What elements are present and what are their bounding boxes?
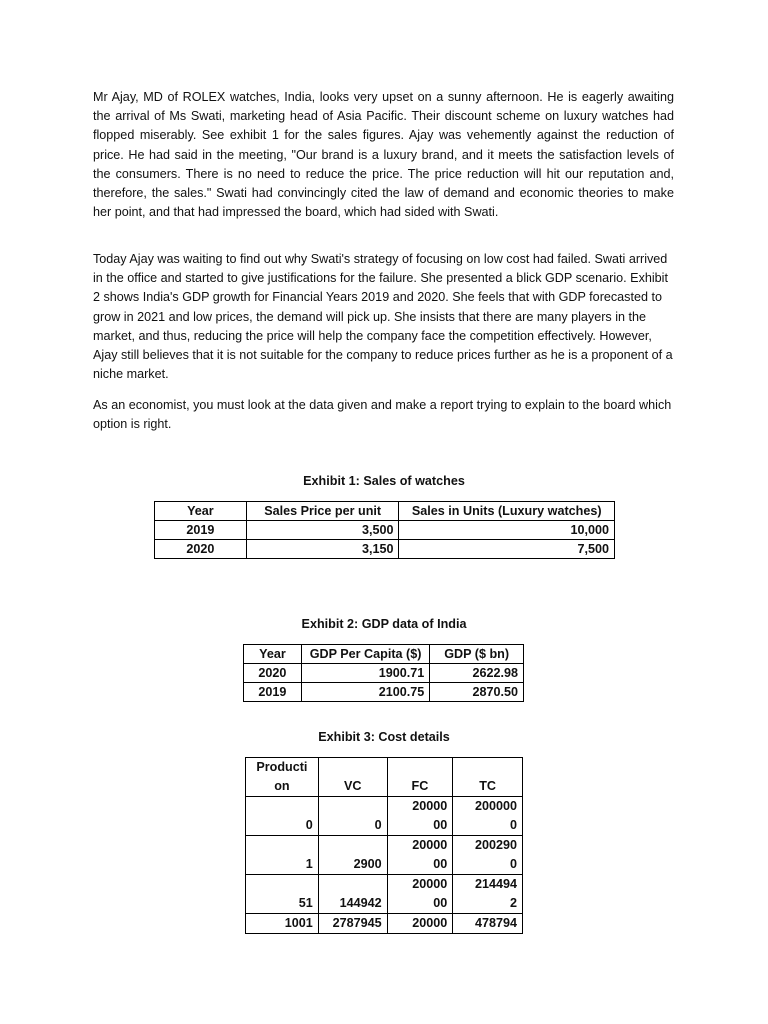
table-header-row	[244, 645, 524, 664]
table-cell: 3,150	[246, 540, 399, 559]
table-cell: 20000 00	[387, 836, 453, 875]
table-cell: 214494 2	[453, 875, 523, 914]
exhibit1-title: Exhibit 1: Sales of watches	[303, 474, 465, 488]
table-row	[246, 836, 523, 875]
table-row	[244, 683, 524, 702]
task-paragraph: As an economist, you must look at the data given and make a report trying to explain to the board which option is right.	[93, 398, 672, 432]
header-sales-price: Sales Price per unit	[246, 502, 399, 521]
gdp-table	[243, 644, 524, 702]
header-year: Year	[244, 645, 302, 664]
table-cell: 3,500	[246, 521, 399, 540]
table-cell: 1	[246, 836, 319, 875]
table-cell: 20000 00	[387, 875, 453, 914]
table-cell: 2622.98	[430, 664, 524, 683]
table-cell: 0	[318, 797, 387, 836]
table-cell: 2787945	[318, 914, 387, 934]
header-production: Producti on	[246, 758, 319, 797]
table-cell: 2900	[318, 836, 387, 875]
table-cell: 2019	[244, 683, 302, 702]
table-cell: 51	[246, 875, 319, 914]
exhibit2-title: Exhibit 2: GDP data of India	[301, 617, 467, 631]
table-cell: 200000 0	[453, 797, 523, 836]
table-header-row	[246, 758, 523, 797]
table-cell: 10,000	[399, 521, 615, 540]
exhibit3-title: Exhibit 3: Cost details	[318, 730, 450, 744]
table-cell: 20000	[387, 914, 453, 934]
table-cell: 2019	[155, 521, 247, 540]
table-header-row	[155, 502, 615, 521]
table-cell: 20000 00	[387, 797, 453, 836]
header-gdp-per-capita: GDP Per Capita ($)	[301, 645, 429, 664]
table-cell: 1900.71	[301, 664, 429, 683]
header-year: Year	[155, 502, 247, 521]
table-cell: 7,500	[399, 540, 615, 559]
header-sales-units: Sales in Units (Luxury watches)	[399, 502, 615, 521]
table-cell: 144942	[318, 875, 387, 914]
sales-table	[154, 501, 615, 559]
header-gdp: GDP ($ bn)	[430, 645, 524, 664]
table-cell: 200290 0	[453, 836, 523, 875]
intro-paragraph: Mr Ajay, MD of ROLEX watches, India, looks very upset on a sunny afternoon. He is eagerly awaiting the arrival of Ms Swati, marketing head of Asia Pacific. Their discount scheme on luxury watches had flopped miserably. See exhibit 1 for the sales figures. Ajay was vehemently against the reduction of price. He had said in the meeting, "Our brand is a luxury brand, and it meets the satisfaction levels of the consumers. There is no need to reduce the price. The price reduction will hit our reputation and, therefore, the sales." Swati had convincingly cited the law of demand and economic theories to make her point, and that had impressed the board, which had sided with Swati.	[93, 90, 674, 220]
table-cell: 1001	[246, 914, 319, 934]
table-row	[155, 521, 615, 540]
table-cell: 478794	[453, 914, 523, 934]
table-row	[246, 875, 523, 914]
table-row	[246, 797, 523, 836]
strategy-paragraph: Today Ajay was waiting to find out why Swati's strategy of focusing on low cost had failed. Swati arrived in the office and started to give justifications for the failure. She presented a blick GDP scenario. Exhibit 2 shows India's GDP growth for Financial Years 2019 and 2020. She feels that with GDP forecasted to grow in 2021 and low prices, the demand will pick up. She insists that there are many players in the market, and thus, reducing the price will help the company face the competition effectively. However, Ajay still believes that it is not suitable for the company to reduce prices further as he is a proponent of a niche market.	[93, 252, 673, 382]
header-tc: TC	[453, 758, 523, 797]
table-cell: 0	[246, 797, 319, 836]
table-row	[155, 540, 615, 559]
table-cell: 2020	[155, 540, 247, 559]
cost-table	[245, 757, 523, 934]
header-fc: FC	[387, 758, 453, 797]
table-row	[244, 664, 524, 683]
table-cell: 2100.75	[301, 683, 429, 702]
table-cell: 2020	[244, 664, 302, 683]
table-cell: 2870.50	[430, 683, 524, 702]
header-vc: VC	[318, 758, 387, 797]
table-row	[246, 914, 523, 934]
